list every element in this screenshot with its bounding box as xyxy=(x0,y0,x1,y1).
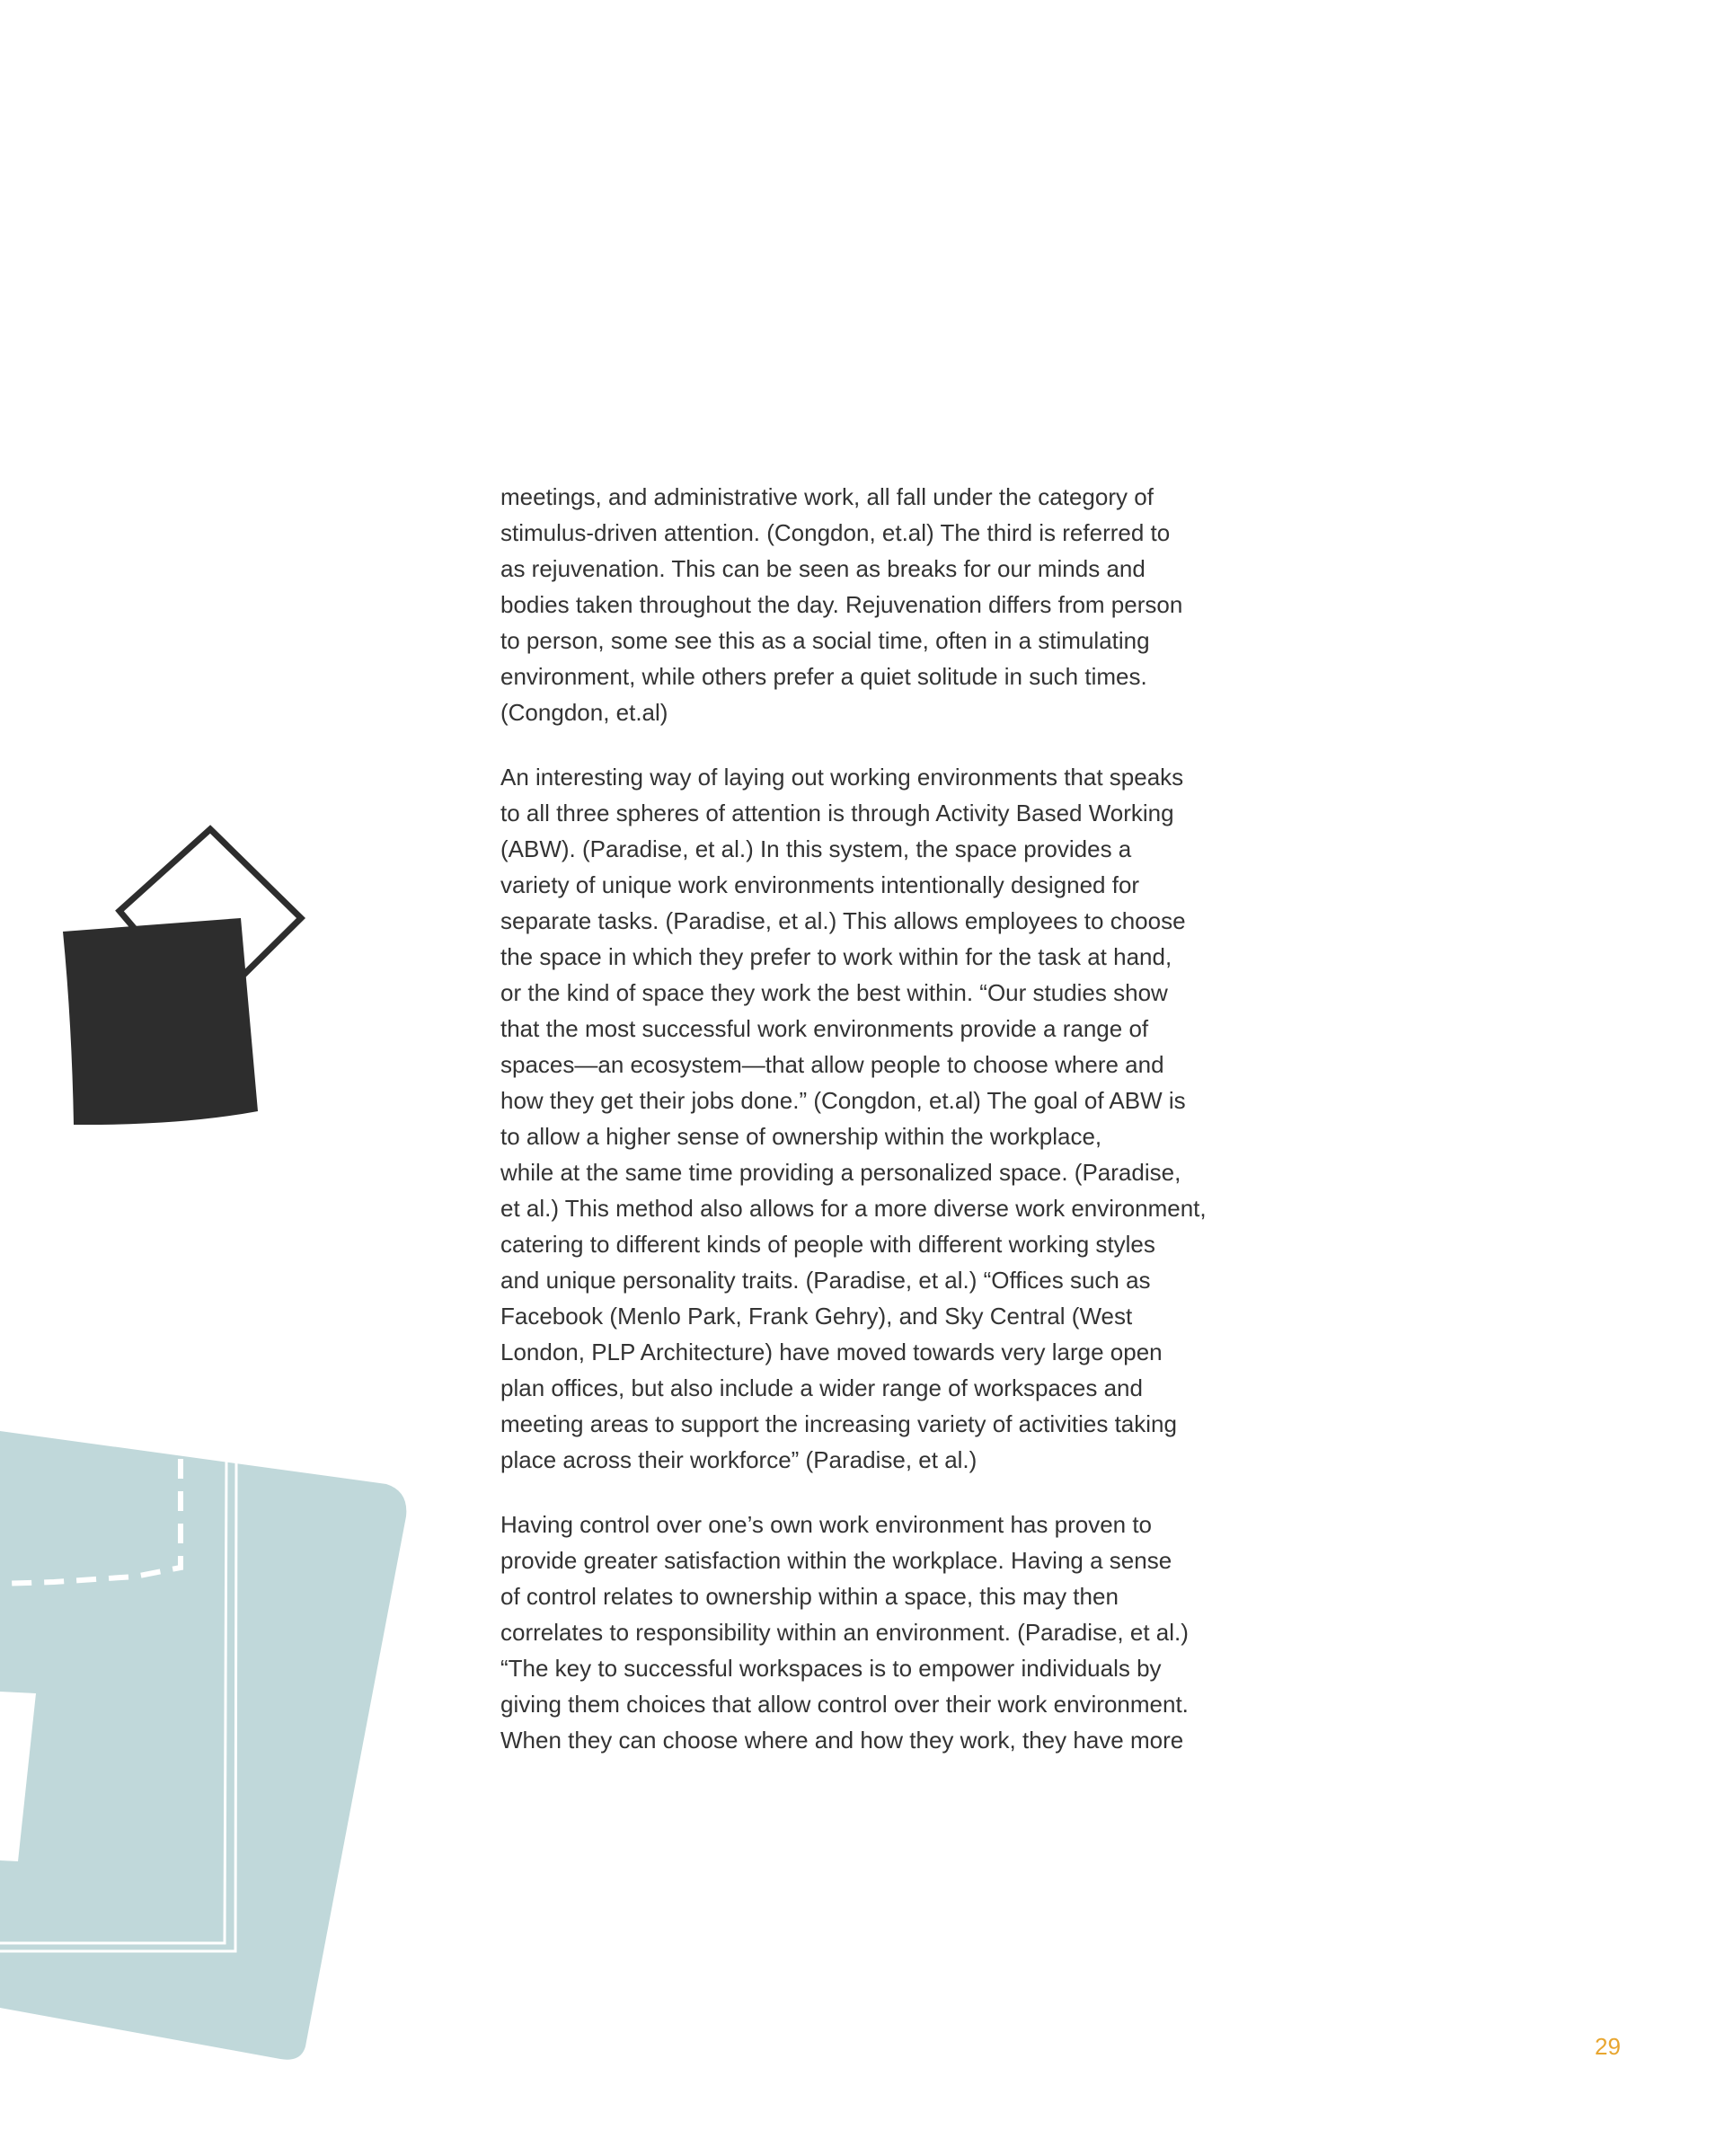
text-line: to person, some see this as a social time, often in a stimulating xyxy=(500,627,1150,654)
paragraph xyxy=(500,1507,1255,1758)
blue-floorplan-shape xyxy=(0,1431,406,2060)
text-line: environment, while others prefer a quiet solitude in such times. xyxy=(500,663,1147,690)
text-line: the space in which they prefer to work within for the task at hand, xyxy=(500,943,1172,970)
text-line: meeting areas to support the increasing variety of activities taking xyxy=(500,1410,1177,1437)
body-text xyxy=(500,479,1255,1787)
text-line: (ABW). (Paradise, et al.) In this system, the space provides a xyxy=(500,835,1132,862)
text-line: provide greater satisfaction within the workplace. Having a sense xyxy=(500,1547,1172,1574)
text-line: separate tasks. (Paradise, et al.) This allows employees to choose xyxy=(500,907,1186,934)
text-line: while at the same time providing a personalized space. (Paradise, xyxy=(500,1159,1181,1186)
floorplan-outline-lines-inner xyxy=(0,1459,236,1951)
text-line: catering to different kinds of people with different working styles xyxy=(500,1231,1155,1258)
paragraph xyxy=(500,759,1255,1478)
page-number: 29 xyxy=(1595,2033,1621,2060)
text-line: London, PLP Architecture) have moved towards very large open xyxy=(500,1339,1163,1365)
floorplan-white-opening xyxy=(0,1692,36,1861)
paragraph xyxy=(500,479,1255,730)
text-line: et al.) This method also allows for a more diverse work environment, xyxy=(500,1195,1207,1222)
text-line: to all three spheres of attention is through Activity Based Working xyxy=(500,800,1174,826)
text-line: Facebook (Menlo Park, Frank Gehry), and Sky Central (West xyxy=(500,1303,1133,1330)
text-line: “The key to successful workspaces is to empower individuals by xyxy=(500,1655,1162,1682)
text-line: plan offices, but also include a wider range of workspaces and xyxy=(500,1374,1143,1401)
text-line: Having control over one’s own work environment has proven to xyxy=(500,1511,1153,1538)
text-line: and unique personality traits. (Paradise, et al.) “Offices such as xyxy=(500,1267,1151,1294)
text-line: place across their workforce” (Paradise, et al.) xyxy=(500,1446,978,1473)
text-line: how they get their jobs done.” (Congdon, et.al) The goal of ABW is xyxy=(500,1087,1186,1114)
text-line: of control relates to ownership within a space, this may then xyxy=(500,1583,1119,1610)
text-line: that the most successful work environments provide a range of xyxy=(500,1015,1149,1042)
outlined-square-shape xyxy=(119,829,301,1012)
text-line: (Congdon, et.al) xyxy=(500,699,668,726)
text-line: An interesting way of laying out working environments that speaks xyxy=(500,764,1184,791)
text-line: stimulus-driven attention. (Congdon, et.al) The third is referred to xyxy=(500,519,1171,546)
text-line: variety of unique work environments intentionally designed for xyxy=(500,871,1140,898)
text-line: bodies taken throughout the day. Rejuvenation differs from person xyxy=(500,591,1183,618)
text-line: to allow a higher sense of ownership within the workplace, xyxy=(500,1123,1102,1150)
text-line: When they can choose where and how they work, they have more xyxy=(500,1727,1184,1754)
text-line: as rejuvenation. This can be seen as breaks for our minds and xyxy=(500,555,1146,582)
text-line: spaces—an ecosystem—that allow people to choose where and xyxy=(500,1051,1164,1078)
floorplan-dashed-line xyxy=(0,1459,181,1584)
text-line: giving them choices that allow control over their work environment. xyxy=(500,1691,1189,1718)
text-line: meetings, and administrative work, all fall under the category of xyxy=(500,483,1154,510)
text-line: correlates to responsibility within an environment. (Paradise, et al.) xyxy=(500,1619,1189,1646)
floorplan-outline-lines xyxy=(0,1459,226,1943)
dark-square-shape xyxy=(63,918,258,1125)
text-line: or the kind of space they work the best within. “Our studies show xyxy=(500,979,1168,1006)
